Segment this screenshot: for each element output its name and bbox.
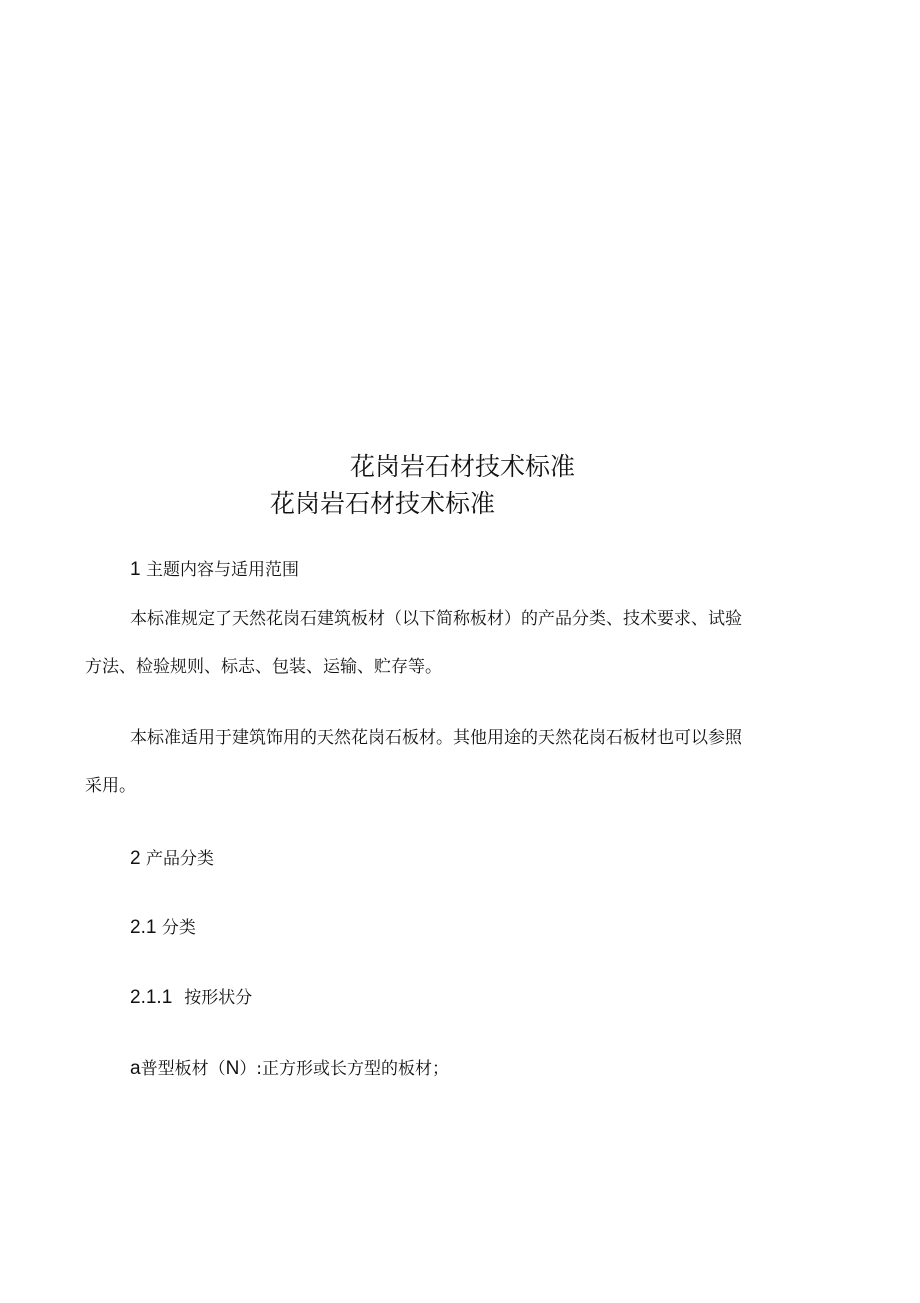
section-2-1-title: 分类 [161, 918, 196, 938]
list-item-a-letter: a [130, 1058, 141, 1079]
section-1-paragraph-2-line-1: 本标准适用于建筑饰用的天然花岗石板材。其他用途的天然花岗石板材也可以参照 [130, 728, 742, 748]
section-2-number: 2 [130, 848, 141, 869]
document-title-line-1: 花岗岩石材技术标准 [350, 452, 576, 481]
list-item-a-code: N [225, 1058, 240, 1079]
list-item-a-text-after: ）:正方形或长方型的板材； [239, 1059, 450, 1079]
section-2-1-1-heading [130, 987, 252, 1009]
section-2-1-1-number: 2.1.1 [130, 987, 173, 1008]
section-2-title: 产品分类 [145, 849, 214, 869]
section-1-heading [130, 559, 299, 581]
list-item-a [130, 1058, 449, 1080]
section-1-paragraph-2-line-2: 采用。 [85, 776, 136, 796]
section-2-1-1-title: 按形状分 [184, 988, 253, 1008]
section-2-heading [130, 848, 214, 870]
section-2-1-number: 2.1 [130, 917, 157, 938]
document-title-line-2: 花岗岩石材技术标准 [270, 489, 496, 518]
section-1-paragraph-1-line-2: 方法、检验规则、标志、包装、运输、贮存等。 [85, 657, 442, 677]
section-2-1-heading [130, 917, 196, 939]
list-item-a-text-before: 普型板材（ [140, 1059, 226, 1079]
section-1-number: 1 [130, 559, 141, 580]
section-1-paragraph-1-line-1: 本标准规定了天然花岗石建筑板材（以下简称板材）的产品分类、技术要求、试验 [130, 609, 742, 629]
section-1-title: 主题内容与适用范围 [145, 560, 299, 580]
